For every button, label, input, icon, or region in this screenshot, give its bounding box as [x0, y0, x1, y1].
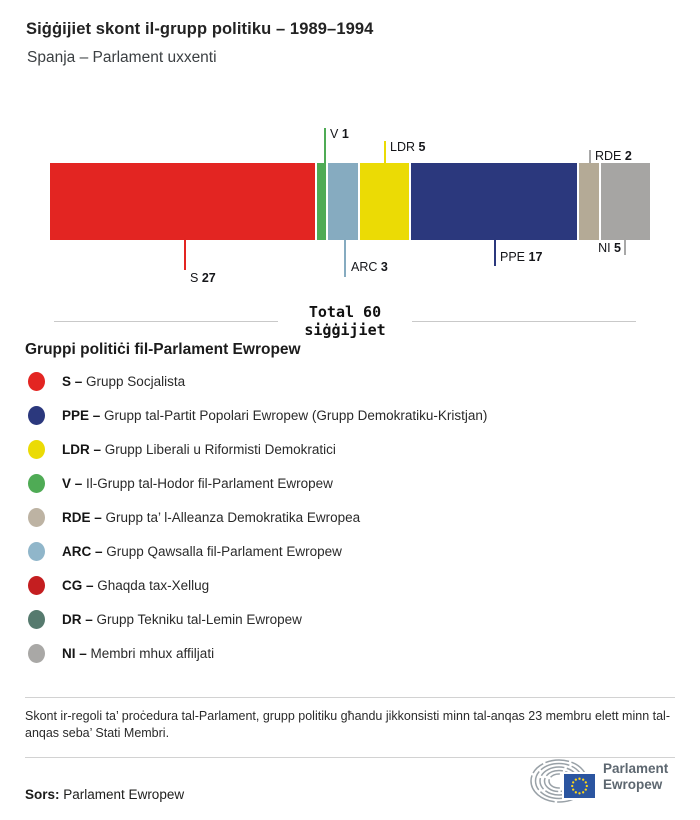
legend-item-code: ARC – — [62, 543, 103, 559]
legend-color-dot — [28, 474, 45, 493]
legend-item-name: Ghaqda tax-Xellug — [97, 577, 210, 593]
legend-item-s — [25, 364, 675, 398]
bar-segment-arc — [328, 163, 357, 240]
legend-item-ni — [25, 636, 675, 670]
legend-item-code: V – — [62, 475, 83, 491]
bar-segment-v — [317, 163, 327, 240]
total-seats-line1: Total 60 — [308, 303, 382, 321]
leader-line-ppe — [494, 240, 496, 266]
legend-item-name: Il-Grupp tal-Hodor fil-Parlament Ewropew — [86, 475, 333, 491]
legend-color-dot — [28, 406, 45, 425]
legend-item-name: Grupp tal-Partit Popolari Ewropew (Grupp Demokratiku-Kristjan) — [104, 407, 488, 423]
logo-word-line2: Ewropew — [603, 777, 663, 792]
page-subtitle: Spanja – Parlament uxxenti — [27, 49, 217, 66]
legend — [25, 364, 675, 670]
leader-line-arc — [344, 240, 346, 277]
legend-item-code: NI – — [62, 645, 87, 661]
leader-line-v — [324, 128, 326, 163]
bar-segment-ppe — [411, 163, 578, 240]
total-right-rule — [412, 321, 636, 322]
bar-segment-rde — [579, 163, 599, 240]
legend-color-dot — [28, 644, 45, 663]
legend-item-dr — [25, 602, 675, 636]
legend-color-dot — [28, 576, 45, 595]
legend-item-name: Grupp Tekniku tal-Lemin Ewropew — [96, 611, 302, 627]
stacked-bar — [50, 163, 650, 240]
bar-label-ppe: PPE 17 — [500, 250, 543, 264]
legend-item-name: Grupp ta’ l-Alleanza Demokratika Ewropea — [105, 509, 361, 525]
leader-line-rde — [589, 150, 591, 163]
legend-heading: Gruppi politiċi fil-Parlament Ewropew — [25, 341, 301, 358]
page-title: Siġġijiet skont il-grupp politiku – 1989–1994 — [26, 20, 374, 38]
source-label: Sors: — [25, 787, 60, 802]
legend-color-dot — [28, 508, 45, 527]
total-seats-row — [54, 303, 636, 339]
bar-label-ldr: LDR 5 — [390, 140, 426, 154]
total-seats-line2: siġġijiet — [304, 321, 386, 339]
legend-item-name: Membri mhux affiljati — [90, 645, 215, 661]
logo-wordmark — [603, 756, 668, 793]
bar-label-v: V 1 — [330, 127, 349, 141]
legend-item-ppe — [25, 398, 675, 432]
legend-item-v — [25, 466, 675, 500]
legend-item-name: Grupp Qawsalla fil-Parlament Ewropew — [106, 543, 342, 559]
seats-stacked-bar-chart — [0, 0, 700, 350]
legend-item-code: RDE – — [62, 509, 102, 525]
bar-label-rde: RDE 2 — [595, 149, 632, 163]
legend-item-code: LDR – — [62, 441, 102, 457]
source-line — [25, 787, 184, 802]
legend-item-name: Grupp Socjalista — [86, 373, 186, 389]
leader-line-s — [184, 240, 186, 270]
bar-label-ni: NI 5 — [598, 241, 621, 255]
legend-item-name: Grupp Liberali u Riformisti Demokratici — [104, 441, 336, 457]
footnote-top-divider — [25, 697, 675, 698]
bar-label-arc: ARC 3 — [351, 260, 388, 274]
logo-word-line1: Parlament — [603, 761, 669, 776]
legend-color-dot — [28, 372, 45, 391]
leader-line-ldr — [384, 141, 386, 163]
source-value: Parlament Ewropew — [63, 787, 185, 802]
leader-line-ni — [624, 240, 626, 255]
bar-label-s: S 27 — [190, 271, 216, 285]
bar-segment-ldr — [360, 163, 409, 240]
european-parliament-logo — [528, 756, 668, 808]
legend-item-code: DR – — [62, 611, 93, 627]
total-seats-label — [304, 303, 385, 339]
legend-item-cg — [25, 568, 675, 602]
footnote: Skont ir-regoli ta’ proċedura tal-Parlament, grupp politiku għandu jikkonsisti minn tal-anqas 23 membru elett minn tal-anqas seba’ Stati Membri. — [25, 709, 670, 740]
legend-color-dot — [28, 610, 45, 629]
legend-item-code: PPE – — [62, 407, 101, 423]
total-left-rule — [54, 321, 278, 322]
hemicycle-eu-flag-icon — [528, 756, 600, 808]
legend-item-code: CG – — [62, 577, 94, 593]
legend-item-rde — [25, 500, 675, 534]
bar-segment-s — [50, 163, 315, 240]
legend-color-dot — [28, 542, 45, 561]
legend-color-dot — [28, 440, 45, 459]
legend-item-code: S – — [62, 373, 83, 389]
legend-item-ldr — [25, 432, 675, 466]
legend-item-arc — [25, 534, 675, 568]
bar-segment-ni — [601, 163, 650, 240]
